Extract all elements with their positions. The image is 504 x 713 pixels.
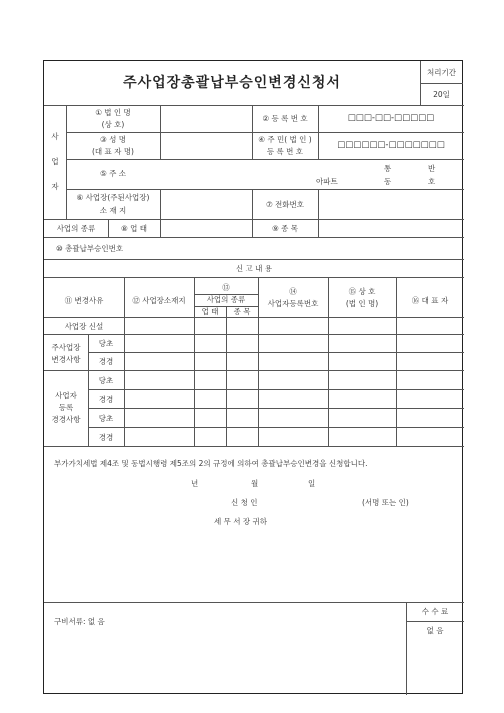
date-month: 월 <box>251 479 259 488</box>
col-regno: 사업자등록번호 <box>267 299 319 308</box>
application-form <box>43 60 463 694</box>
reg-no-label: ② 등 록 번 호 <box>262 114 308 123</box>
address-tong: 통 <box>384 164 392 173</box>
biz-change-initial-1: 당초 <box>98 376 114 385</box>
resident-no-label: ④ 주 민( 법 인 ) <box>258 135 312 144</box>
applicant-group-label-3: 자 <box>51 182 59 191</box>
item-label: ⑨ 종 목 <box>272 224 298 233</box>
biz-change-changed-1: 경경 <box>98 395 114 404</box>
applicant-group-label-1: 사 <box>51 132 59 141</box>
declaration-statement: 부가가치세법 제4조 및 동법시행령 제5조의 2의 규정에 의하여 총괄납부승인변경을 신청합니다. <box>54 459 368 468</box>
biz-location-sub-label: 소 재 지 <box>99 206 127 215</box>
row-new-biz: 사업장 신설 <box>64 322 104 331</box>
main-change-initial: 당초 <box>98 339 114 348</box>
col-trade-name: ⑮ 상 호 <box>348 287 376 296</box>
rep-name-label: ③ 성 명 <box>100 135 126 144</box>
col-item: 종 목 <box>233 307 251 316</box>
form-title: 주사업장총괄납부승인변경신청서 <box>123 75 341 91</box>
reg-no-boxes[interactable]: □□□-□□-□□□□□ <box>347 113 435 123</box>
approval-no-label: ⑩ 총괄납부승인번호 <box>56 244 124 253</box>
required-docs: 구비서류: 없 음 <box>54 617 105 626</box>
sign-label: (서명 또는 인) <box>362 498 409 507</box>
biz-change-label-2: 등록 <box>58 403 74 412</box>
processing-period-label: 처리기간 <box>427 68 456 77</box>
processing-period-value: 20일 <box>433 90 450 99</box>
biz-change-label-3: 경경사항 <box>51 415 81 424</box>
address-label: ⑤ 주 소 <box>100 169 126 178</box>
report-section-title: 신 고 내 용 <box>235 264 273 273</box>
fee-label: 수 수 료 <box>421 607 449 616</box>
date-day: 일 <box>308 479 316 488</box>
biz-change-changed-2: 경경 <box>98 433 114 442</box>
col-biz-kind-num: ⑬ <box>222 283 230 292</box>
corp-name-sub-label: (상 호) <box>101 120 125 129</box>
col-biz-kind: 사업의 종류 <box>206 295 246 304</box>
address-ho: 호 <box>428 177 436 186</box>
resident-no-boxes[interactable]: □□□□□□-□□□□□□□ <box>337 140 445 150</box>
col-trade-name-sub: (법 인 명) <box>345 299 379 308</box>
col-change-reason: ⑪ 변경사유 <box>64 296 104 305</box>
applicant-group-label-2: 업 <box>51 157 59 166</box>
fee-value: 없 음 <box>426 626 444 635</box>
biz-location-label: ⑥ 사업장(주된사업장) <box>76 193 150 202</box>
main-change-label: 주사업장 <box>51 343 81 352</box>
date-year: 년 <box>191 479 199 488</box>
col-regno-num: ⑭ <box>289 287 297 296</box>
biz-change-label-1: 사업자 <box>55 391 77 400</box>
col-sector: 업 태 <box>201 307 219 316</box>
col-representative: ⑯ 대 표 자 <box>411 296 449 305</box>
main-change-changed: 경경 <box>98 357 114 366</box>
address-ban: 반 <box>428 164 436 173</box>
biz-type-label: 사업의 종류 <box>56 224 96 233</box>
address-apt: 아파트 <box>316 177 338 186</box>
rep-name-sub-label: (대 표 자 명) <box>92 147 134 156</box>
corp-name-label: ① 법 인 명 <box>95 108 131 117</box>
col-biz-location: ⑫ 사업장소재지 <box>132 296 186 305</box>
main-change-sub-label: 변경사항 <box>51 355 81 364</box>
biz-change-initial-2: 당초 <box>98 414 114 423</box>
phone-label: ⑦ 전화번호 <box>265 200 305 209</box>
addressee: 세 무 서 장 귀하 <box>214 517 268 526</box>
resident-no-sub-label: 등 록 번 호 <box>266 147 304 156</box>
applicant-label: 신 청 인 <box>231 498 258 507</box>
address-dong: 동 <box>384 177 392 186</box>
sector-label: ⑧ 업 태 <box>121 224 147 233</box>
